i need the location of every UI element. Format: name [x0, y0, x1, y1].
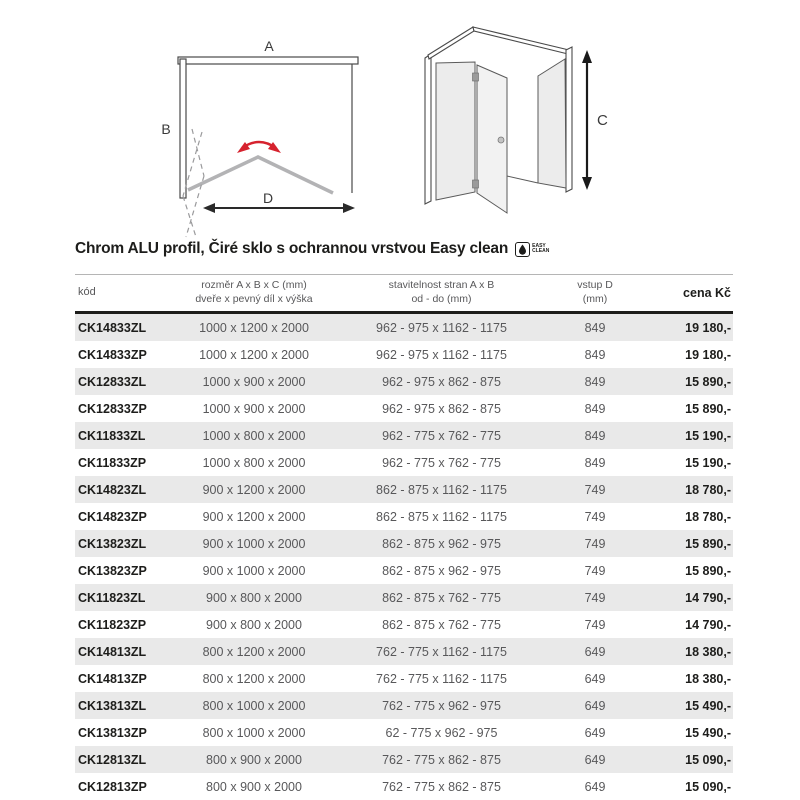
door-panel-fixed-leaf [436, 62, 475, 200]
label-c: C [597, 112, 608, 129]
product-spec-table [75, 274, 733, 800]
label-b: B [161, 121, 171, 137]
cell-vstup: 649 [584, 752, 606, 767]
cell-rozmer: 900 x 800 x 2000 [206, 617, 302, 632]
cell-cena: 15 490,- [685, 698, 731, 713]
wall-profile-right [566, 47, 572, 192]
cell-stav: 862 - 875 x 962 - 975 [382, 563, 501, 578]
cell-rozmer: 1000 x 900 x 2000 [202, 401, 306, 416]
cell-stav: 962 - 975 x 1162 - 1175 [376, 347, 507, 362]
cell-cena: 15 090,- [685, 779, 731, 794]
cell-rozmer: 900 x 1000 x 2000 [202, 563, 306, 578]
table-row [75, 773, 733, 800]
cell-stav: 962 - 775 x 762 - 775 [382, 455, 501, 470]
easy-clean-line2: CLEAN [532, 248, 550, 254]
cell-vstup: 849 [584, 428, 606, 443]
cell-stav: 762 - 775 x 862 - 875 [382, 752, 501, 767]
cell-vstup: 649 [584, 725, 606, 740]
cell-rozmer: 1000 x 1200 x 2000 [199, 320, 309, 335]
cell-vstup: 849 [584, 320, 606, 335]
cell-kod: CK14823ZP [78, 509, 147, 524]
cell-stav: 862 - 875 x 1162 - 1175 [376, 509, 507, 524]
table-row [75, 368, 733, 395]
wall-profile-a [178, 57, 358, 64]
cell-rozmer: 1000 x 900 x 2000 [202, 374, 306, 389]
cell-stav: 862 - 875 x 962 - 975 [382, 536, 501, 551]
dimension-d-arrow [203, 203, 355, 213]
cell-vstup: 849 [584, 401, 606, 416]
cell-stav: 62 - 775 x 962 - 975 [385, 725, 498, 740]
wall-profile-b [180, 59, 186, 198]
cell-stav: 762 - 775 x 1162 - 1175 [376, 671, 507, 686]
cell-vstup: 649 [584, 671, 606, 686]
cell-cena: 14 790,- [685, 590, 731, 605]
cell-vstup: 749 [584, 509, 606, 524]
table-header [75, 275, 733, 313]
cell-stav: 962 - 975 x 862 - 875 [382, 374, 501, 389]
tray-edge-line [507, 176, 538, 183]
table-row [75, 422, 733, 449]
table-row [75, 395, 733, 422]
cell-stav: 962 - 975 x 1162 - 1175 [376, 320, 507, 335]
table-row [75, 638, 733, 665]
cell-kod: CK12833ZP [78, 401, 147, 416]
cell-vstup: 649 [584, 779, 606, 794]
table-row [75, 476, 733, 503]
easy-clean-badge [515, 242, 549, 257]
easy-clean-label [532, 244, 549, 254]
label-a: A [264, 38, 274, 54]
cell-rozmer: 900 x 1000 x 2000 [202, 536, 306, 551]
cell-stav: 762 - 775 x 1162 - 1175 [376, 644, 507, 659]
cell-cena: 15 890,- [685, 536, 731, 551]
top-rail-right [473, 27, 569, 54]
cell-rozmer: 900 x 1200 x 2000 [202, 509, 306, 524]
cell-cena: 18 380,- [685, 671, 731, 686]
column-header-stav: stavitelnost stran A x B od - do (mm) [388, 279, 495, 305]
dimension-c-arrow [582, 50, 592, 190]
cell-rozmer: 1000 x 1200 x 2000 [199, 347, 309, 362]
column-header-vstup: vstup D (mm) [577, 279, 613, 305]
cell-vstup: 649 [584, 698, 606, 713]
cell-cena: 15 190,- [685, 428, 731, 443]
cell-kod: CK11823ZP [78, 617, 147, 632]
swing-arrow-icon [237, 142, 281, 153]
section-heading [75, 240, 549, 258]
cell-vstup: 749 [584, 590, 606, 605]
cell-vstup: 749 [584, 617, 606, 632]
cell-kod: CK13813ZL [78, 698, 147, 713]
cell-kod: CK12813ZL [78, 752, 147, 767]
cell-cena: 18 780,- [685, 509, 731, 524]
cell-stav: 862 - 875 x 762 - 775 [382, 617, 501, 632]
cell-kod: CK12813ZP [78, 779, 147, 794]
table-row [75, 746, 733, 773]
cell-rozmer: 900 x 1200 x 2000 [202, 482, 306, 497]
column-header-kod: kód [78, 286, 96, 299]
cell-cena: 15 890,- [685, 563, 731, 578]
table-row [75, 341, 733, 368]
cell-rozmer: 800 x 1000 x 2000 [202, 725, 306, 740]
cell-kod: CK12833ZL [78, 374, 147, 389]
cell-vstup: 849 [584, 455, 606, 470]
cell-cena: 14 790,- [685, 617, 731, 632]
cell-stav: 962 - 775 x 762 - 775 [382, 428, 501, 443]
table-row [75, 665, 733, 692]
table-row [75, 557, 733, 584]
cell-kod: CK14823ZL [78, 482, 147, 497]
cell-rozmer: 800 x 1000 x 2000 [202, 698, 306, 713]
table-row [75, 503, 733, 530]
cell-kod: CK14833ZL [78, 320, 147, 335]
cell-vstup: 649 [584, 644, 606, 659]
table-row [75, 313, 733, 342]
cell-stav: 862 - 875 x 1162 - 1175 [376, 482, 507, 497]
cell-rozmer: 1000 x 800 x 2000 [202, 428, 306, 443]
cell-cena: 18 380,- [685, 644, 731, 659]
cell-cena: 15 090,- [685, 752, 731, 767]
cell-kod: CK11833ZL [78, 428, 146, 443]
cell-cena: 15 890,- [685, 401, 731, 416]
cell-cena: 19 180,- [685, 347, 731, 362]
cell-kod: CK11833ZP [78, 455, 147, 470]
cell-vstup: 749 [584, 482, 606, 497]
cell-kod: CK13823ZL [78, 536, 147, 551]
column-header-rozmer: rozměr A x B x C (mm) dveře x pevný díl x výška [195, 279, 313, 305]
cell-vstup: 749 [584, 563, 606, 578]
cell-cena: 15 890,- [685, 374, 731, 389]
door-knob-icon [498, 137, 504, 143]
cell-cena: 15 490,- [685, 725, 731, 740]
cell-cena: 18 780,- [685, 482, 731, 497]
cell-rozmer: 800 x 1200 x 2000 [202, 644, 306, 659]
cell-vstup: 849 [584, 374, 606, 389]
table-row [75, 530, 733, 557]
cell-kod: CK11823ZL [78, 590, 146, 605]
easy-clean-line1: EASY [532, 243, 546, 249]
table-row [75, 719, 733, 746]
cell-kod: CK13813ZP [78, 725, 147, 740]
column-header-cena: cena Kč [683, 285, 731, 300]
folding-door-line [188, 157, 333, 193]
cell-kod: CK14813ZP [78, 671, 147, 686]
table-row [75, 611, 733, 638]
table-row [75, 449, 733, 476]
cell-rozmer: 800 x 900 x 2000 [206, 779, 302, 794]
cell-vstup: 849 [584, 347, 606, 362]
cell-kod: CK14833ZP [78, 347, 147, 362]
top-view-diagram [158, 33, 368, 245]
cell-stav: 862 - 875 x 762 - 775 [382, 590, 501, 605]
label-d: D [262, 190, 274, 206]
wall-profile-left [425, 54, 431, 204]
cell-kod: CK14813ZL [78, 644, 147, 659]
cell-stav: 762 - 775 x 862 - 875 [382, 779, 501, 794]
cell-stav: 962 - 975 x 862 - 875 [382, 401, 501, 416]
cell-rozmer: 1000 x 800 x 2000 [202, 455, 306, 470]
cell-rozmer: 800 x 900 x 2000 [206, 752, 302, 767]
table-row [75, 692, 733, 719]
side-glass-panel [538, 59, 566, 188]
perspective-view-diagram [413, 18, 613, 233]
droplet-icon [515, 242, 530, 257]
top-rail-left [428, 27, 474, 59]
cell-kod: CK13823ZP [78, 563, 147, 578]
cell-vstup: 749 [584, 536, 606, 551]
table-row [75, 584, 733, 611]
cell-cena: 19 180,- [685, 320, 731, 335]
cell-rozmer: 900 x 800 x 2000 [206, 590, 302, 605]
cell-stav: 762 - 775 x 962 - 975 [382, 698, 501, 713]
cell-cena: 15 190,- [685, 455, 731, 470]
page-title: Chrom ALU profil, Čiré sklo s ochrannou vrstvou Easy clean [75, 240, 509, 257]
cell-rozmer: 800 x 1200 x 2000 [202, 671, 306, 686]
